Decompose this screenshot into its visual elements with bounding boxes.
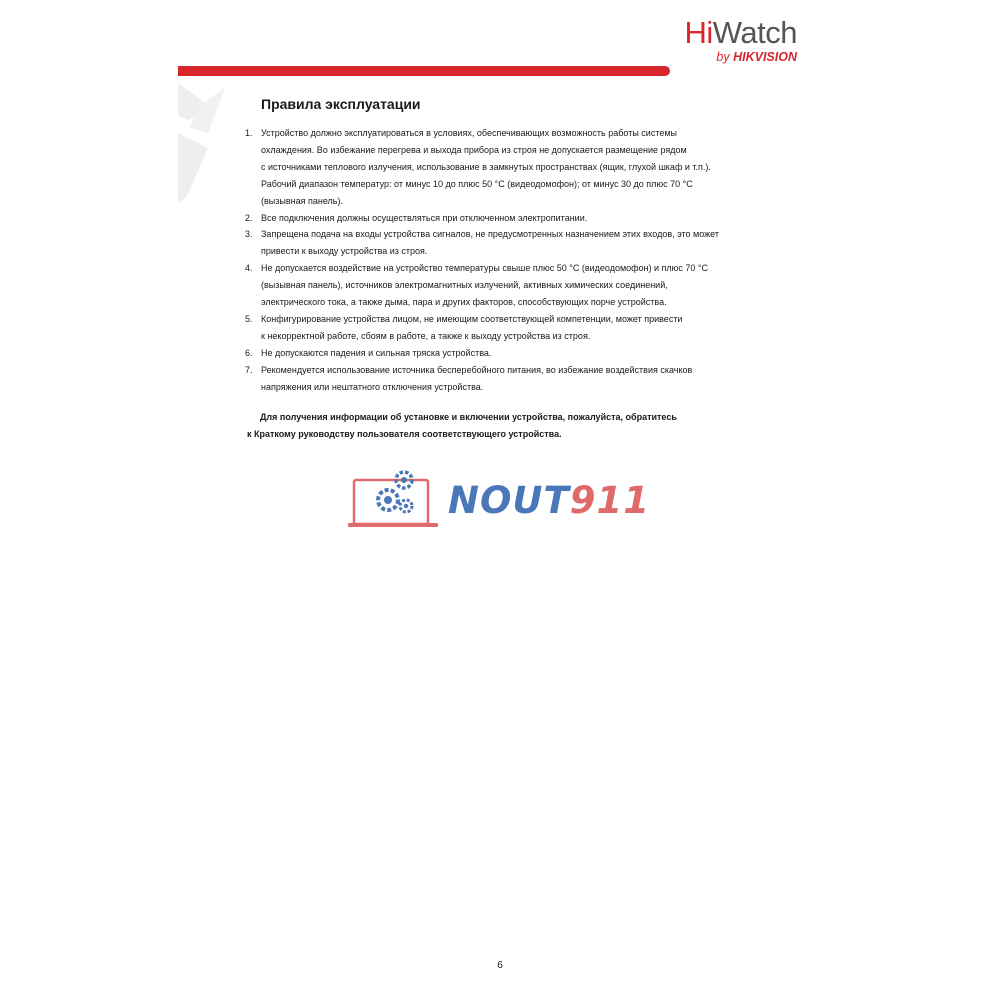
rule-number: 1.	[245, 128, 253, 138]
rules-list	[244, 125, 784, 396]
rule-text-line: Не допускается воздействие на устройство температуры свыше плюс 50 °С (видеодомофон) и плюс 70 °С	[261, 263, 709, 274]
header-red-bar	[178, 66, 670, 76]
laptop-gears-icon	[348, 466, 440, 532]
rule-number: 3.	[245, 229, 253, 240]
logo-by-text: by	[716, 50, 734, 64]
rule-text-line: привести к выходу устройства из строя.	[261, 246, 428, 257]
decorative-watermark-icon	[178, 78, 228, 203]
rule-text-line: Устройство должно эксплуатироваться в условиях, обеспечивающих возможность работы системы	[261, 128, 678, 138]
rule-item	[244, 311, 784, 345]
rule-text-line: (вызывная панель).	[261, 195, 343, 206]
logo-hi-text: Hi	[684, 15, 713, 50]
rule-text-line: Запрещена подача на входы устройства сигналов, не предусмотренных назначением этих входов, это может	[261, 229, 719, 240]
logo-hikvision-text: HIKVISION	[733, 50, 797, 64]
rule-text-line: электрического тока, а также дыма, пара и других факторов, способствующих порче устройства.	[261, 297, 667, 308]
note-line-1: Для получения информации об установке и включении устройства, пожалуйста, обратитесь	[260, 412, 677, 422]
page-number: 6	[497, 960, 503, 971]
rule-text-line: (вызывная панель), источников электромагнитных излучений, активных химических соединений,	[261, 280, 668, 291]
logo-wordmark	[685, 16, 797, 50]
rule-item	[244, 210, 784, 227]
rule-text-line: Рекомендуется использование источника бесперебойного питания, во избежание воздействия скачков	[261, 364, 693, 375]
rule-text-line: напряжения или нештатного отключения устройства.	[261, 381, 484, 392]
rule-text-line: Конфигурирование устройства лицом, не имеющим соответствующей компетенции, может привести	[261, 313, 683, 324]
rule-number: 2.	[245, 212, 253, 223]
rule-text-line: к некорректной работе, сбоям в работе, а также к выходу устройства из строя.	[261, 330, 591, 341]
rule-number: 6.	[245, 347, 253, 358]
nout911-watermark	[348, 466, 658, 532]
rule-number: 7.	[245, 364, 253, 375]
logo-watch-text: Watch	[712, 15, 797, 50]
rule-item	[244, 260, 784, 311]
rule-number: 5.	[245, 313, 253, 324]
nout-text-part: NOUT	[448, 479, 570, 522]
rule-text-line: Все подключения должны осуществляться при отключенном электропитании.	[261, 212, 588, 223]
rule-item	[244, 226, 784, 260]
rule-item	[244, 125, 784, 210]
rule-text-line: охлаждения. Во избежание перегрева и выхода прибора из строя не допускается размещение рядом	[261, 144, 687, 155]
rule-item	[244, 362, 784, 396]
note-line-2: к Краткому руководству пользователя соответствующего устройства.	[247, 429, 562, 439]
nout911-text	[448, 480, 650, 522]
rule-text-line: Не допускаются падения и сильная тряска устройства.	[261, 347, 492, 358]
rule-number: 4.	[245, 263, 253, 274]
hiwatch-logo	[685, 16, 797, 64]
rule-text-line: с источниками теплового излучения, использование в замкнутых пространствах (ящик, глухой шкаф и т.п.).	[261, 161, 711, 172]
logo-subtitle	[685, 50, 797, 64]
rule-text-line: Рабочий диапазон температур: от минус 10 до плюс 50 °С (видеодомофон); от минус 30 до плюс 70 °С	[261, 178, 693, 189]
info-note	[247, 409, 787, 443]
page-title: Правила эксплуатации	[261, 96, 421, 112]
nout-number-part: 911	[569, 479, 650, 522]
rule-item	[244, 345, 784, 362]
